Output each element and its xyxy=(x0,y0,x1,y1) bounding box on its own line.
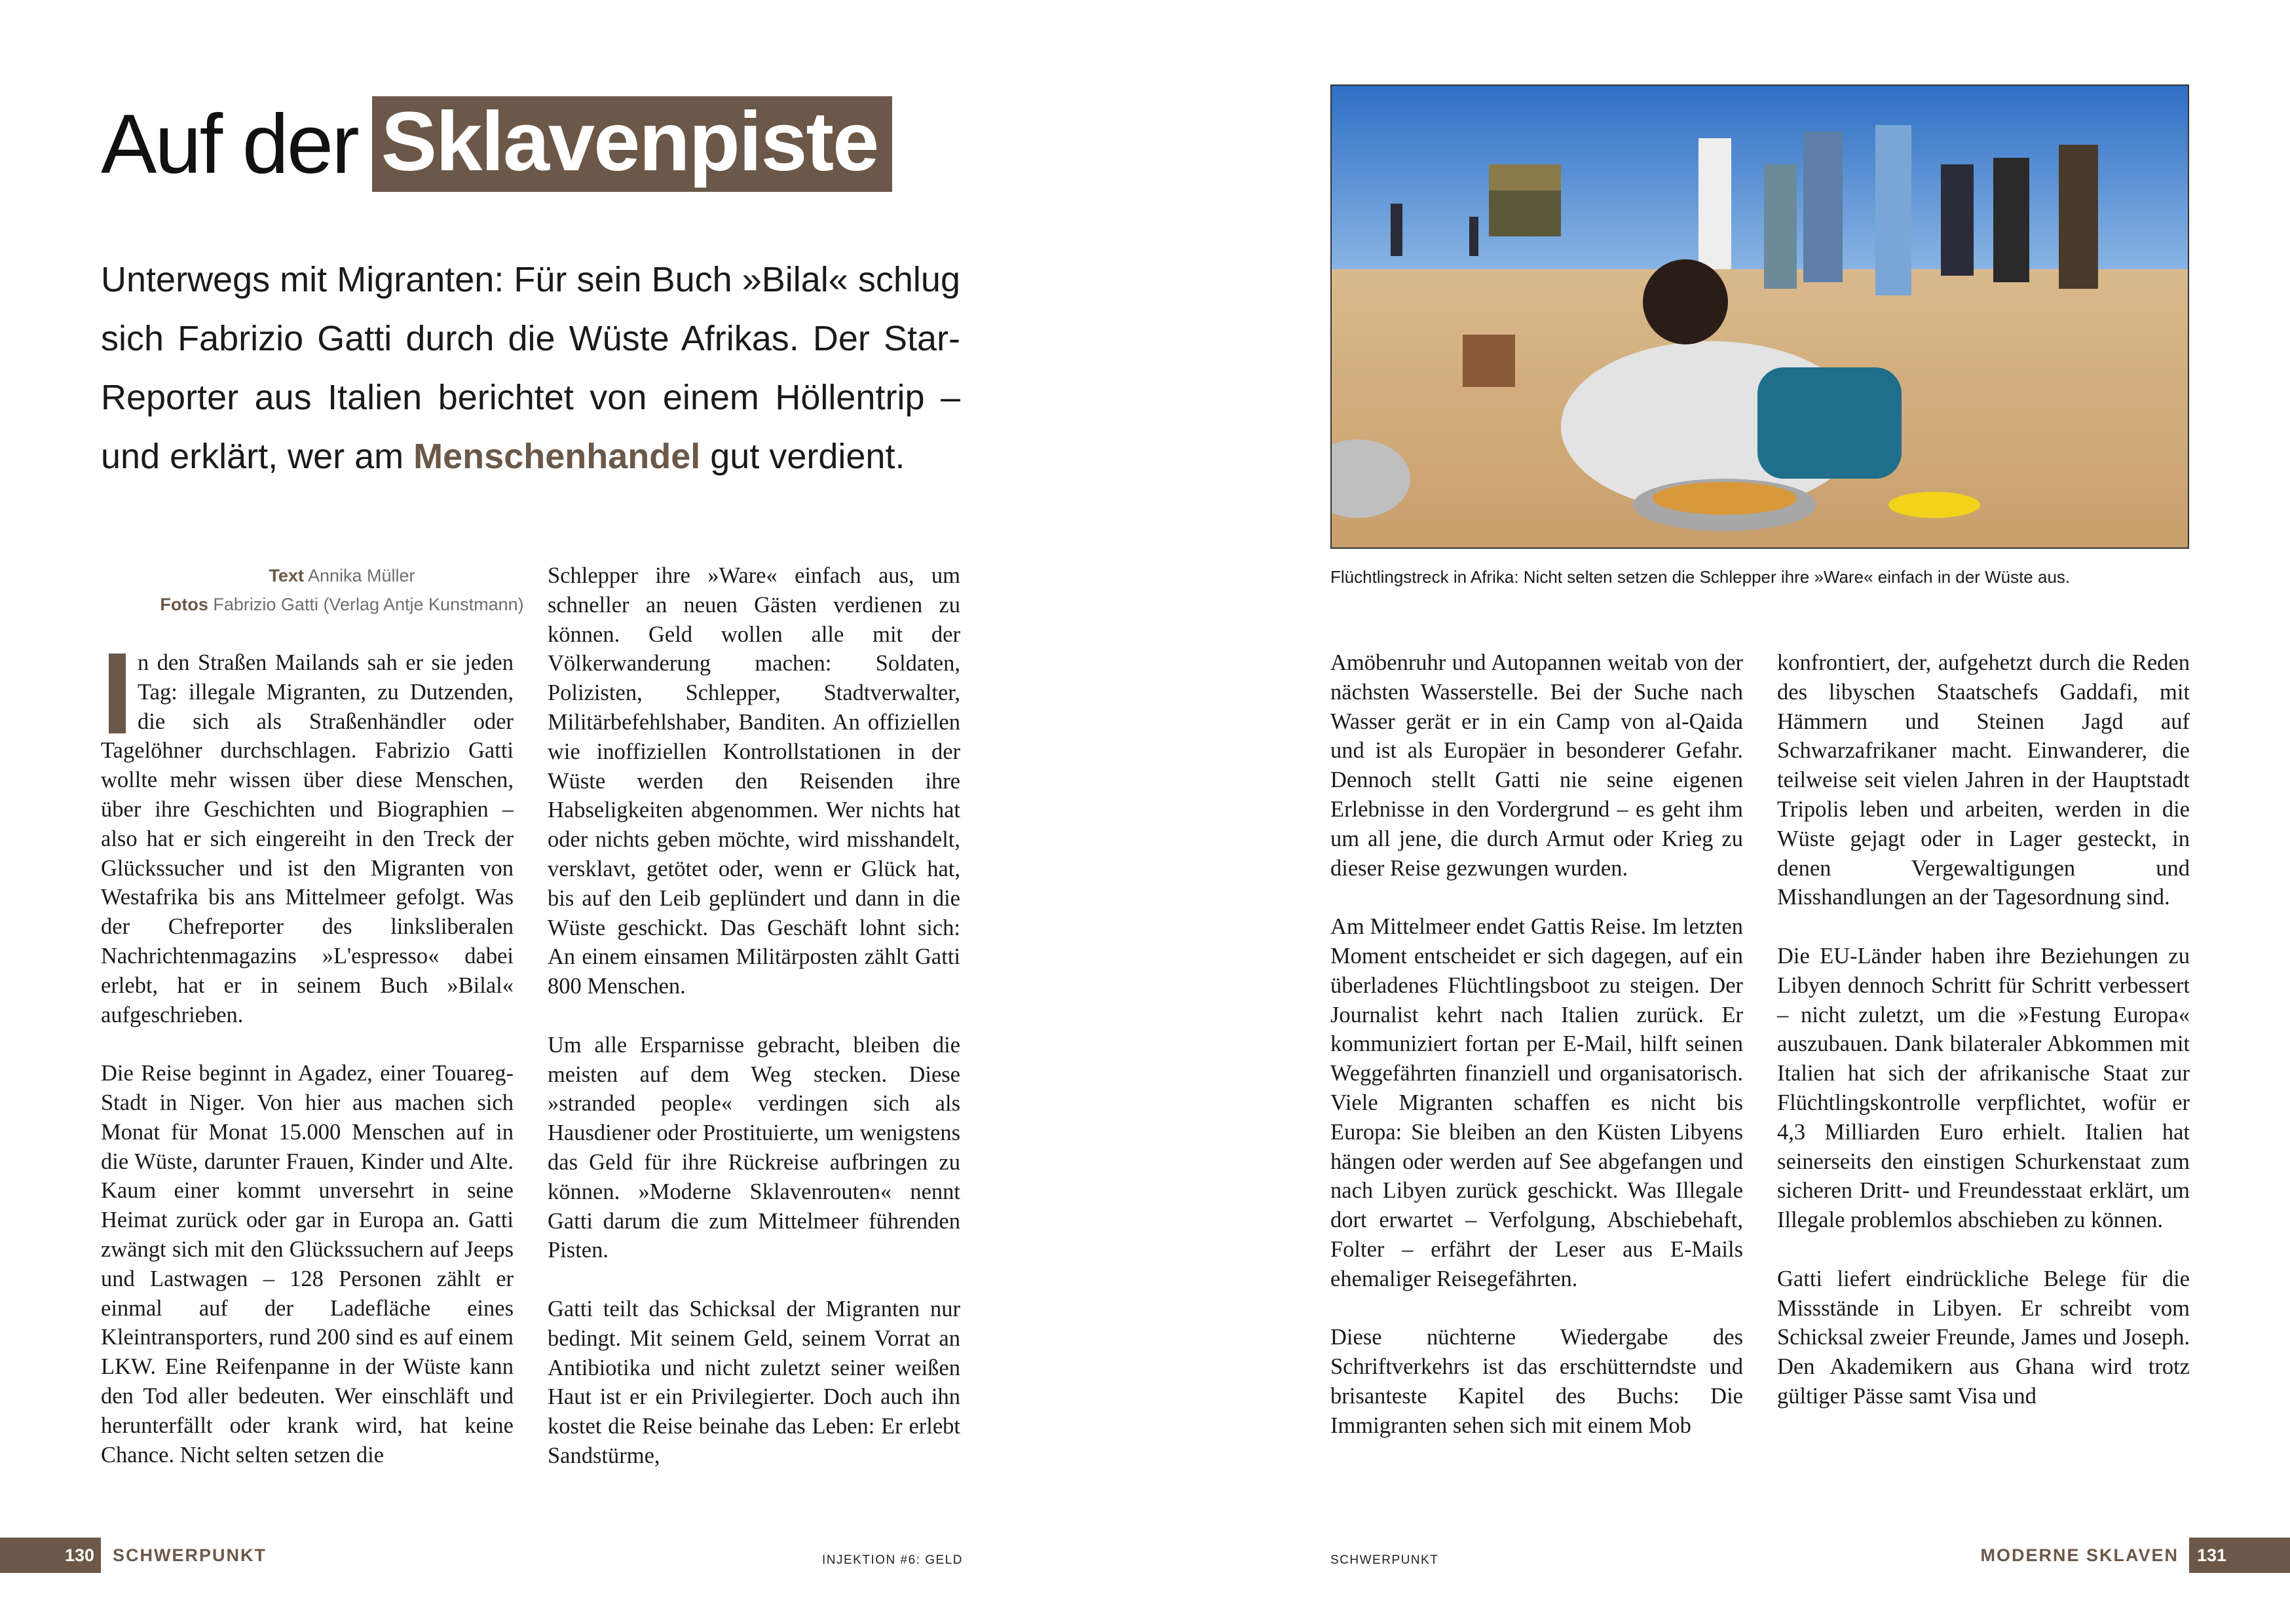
paragraph xyxy=(101,648,514,1029)
page-number-left: 130 xyxy=(0,1538,101,1573)
subtitle-line: sich Fabrizio Gatti durch die Wüste Afrikas. Der Star- xyxy=(101,319,960,358)
paragraph: Amöbenruhr und Autopannen weitab von der nächsten Wasserstelle. Bei der Suche nach Wasser gerät er in ein Camp von al-Qaida und ist als Europäer in besonderer Gefahr. Dennoch stellt Gatti nie seine eigenen Erlebnisse in den Vordergrund – es geht ihm um all jene, die durch Armut oder Krieg zu dieser Reise gezwungen wurden. xyxy=(1330,650,1743,881)
headline-plain: Auf der xyxy=(101,97,358,191)
subtitle xyxy=(101,250,960,486)
credit-label: Fotos xyxy=(160,595,208,614)
paragraph: Die Reise beginnt in Agadez, einer Touareg-Stadt in Niger. Von hier aus machen sich Monat für Monat 15.000 Menschen auf in die Wüste, darunter Frauen, Kinder und Alte. Kaum einer kommt unversehrt in seine Heimat zurück oder gar in Europa an. Gatti zwängt sich mit den Glückssuchern auf Jeeps und Lastwagen – 128 Personen zählt er einmal auf der Ladefläche eines Kleintransporters, rund 200 sind es auf einem LKW. Eine Reifenpanne in der Wüste kann den Tod aller bedeuten. Wer einschläft und herunterfällt oder krank wird, hat keine Chance. Nicht selten setzen die xyxy=(101,1061,514,1467)
credit-text xyxy=(101,566,583,586)
paragraph: Gatti liefert eindrückliche Belege für die Missstände in Libyen. Er schreibt vom Schicksal zweier Freunde, James und Joseph. Den Akademikern aus Ghana wird trotz gültiger Pässe samt Visa und xyxy=(1777,1266,2190,1409)
paragraph: konfrontiert, der, aufgehetzt durch die Reden des libyschen Staatschefs Gaddafi, mit Hämmern und Steinen Jagd auf Schwarzafrikaner macht. Einwanderer, die teilweise seit vielen Jahren in der Hauptstadt Tripolis leben und arbeiten, werden in die Wüste gejagt oder in Lager gesteckt, in denen Vergewaltigungen und Misshandlungen an der Tagesordnung sind. xyxy=(1777,650,2190,910)
article-column-1 xyxy=(101,648,514,1499)
credit-author: Annika Müller xyxy=(307,566,415,585)
article-column-3 xyxy=(1330,648,1743,1469)
credit-label: Text xyxy=(269,566,304,585)
subtitle-line: Unterwegs mit Migranten: Für sein Buch »Bilal« schlug xyxy=(101,260,960,299)
paragraph: Am Mittelmeer endet Gattis Reise. Im letzten Moment entscheidet er sich dagegen, auf ein überladenes Flüchtlingsboot zu steigen. Der Journalist kehrt nach Italien zurück. Er kommuniziert fortan per E-Mail, hilft seinen Weggefährten finanziell und organisatorisch. Viele Migranten schaffen es nicht bis Europa: Sie bleiben an den Küsten Libyens hängen oder werden auf See abgefangen und nach Libyen zurück geschickt. Was Illegale dort erwartet – Verfolgung, Abschiebehaft, Folter – erfährt der Leser aus E-Mails ehemaliger Reisegefährten. xyxy=(1330,914,1743,1291)
paragraph: Um alle Ersparnisse gebracht, bleiben die meisten auf dem Weg stecken. Diese »stranded people« verdingen sich als Hausdiener oder Prostituierte, um wenigstens das Geld für ihre Rückreise aufbringen zu können. »Moderne Sklavenrouten« nennt Gatti darum die zum Mittelmeer führenden Pisten. xyxy=(548,1032,960,1263)
paragraph: Die EU-Länder haben ihre Beziehungen zu Libyen dennoch Schritt für Schritt verbessert – nicht zuletzt, um die »Festung Europa« auszubauen. Dank bilateraler Abkommen mit Italien hat sich der afrikanische Staat zur Flüchtlingskontrolle verpflichtet, wofür er 4,3 Milliarden Euro erhielt. Italien hat seinerseits den einstigen Schurkenstaat zum sicheren Dritt- und Freundesstaat erklärt, um Illegale problemlos abschieben zu können. xyxy=(1777,943,2190,1233)
credit-photographer: Fabrizio Gatti (Verlag Antje Kunstmann) xyxy=(213,595,524,614)
subtitle-line: Reporter aus Italien berichtet von einem Höllentrip – xyxy=(101,378,960,417)
headline-highlight: Sklavenpiste xyxy=(372,96,893,192)
footer-section-left: SCHWERPUNKT xyxy=(113,1545,267,1565)
credit-photos xyxy=(101,595,583,615)
paragraph: Diese nüchterne Wiedergabe des Schriftverkehrs ist das erschütterndste und brisanteste Kapitel des Buchs: Die Immigranten sehen sich mit einem Mob xyxy=(1330,1325,1743,1438)
headline xyxy=(101,92,892,196)
photo-caption: Flüchtlingstreck in Afrika: Nicht selten setzen die Schlepper ihre »Ware« einfach in der Wüste aus. xyxy=(1330,567,2071,587)
subtitle-line xyxy=(101,427,960,486)
subtitle-emphasis: Menschenhandel xyxy=(413,437,701,476)
footer-section-right: MODERNE SKLAVEN xyxy=(1980,1545,2179,1565)
paragraph: Schlepper ihre »Ware« einfach aus, um schneller an neuen Gästen verdienen zu können. Geld wollen alle mit der Völkerwanderung machen: Soldaten, Polizisten, Schlepper, Stadtverwalter, Militärbefehlshaber, Banditen. An offiziellen wie inoffiziellen Kontrollstationen in der Wüste werden den Reisenden ihre Habseligkeiten abgenommen. Wer nichts hat oder nichts geben möchte, wird misshandelt, versklavt, getötet oder, wenn er Glück hat, bis auf den Leib geplündert und dann in die Wüste geschickt. Das Geschäft lohnt sich: An einem einsamen Militärposten zählt Gatti 800 Menschen. xyxy=(548,563,960,999)
subtitle-text: und erklärt, wer am xyxy=(101,437,414,476)
drop-cap: I xyxy=(109,654,126,733)
article-photo xyxy=(1330,84,2189,549)
paragraph-text: n den Straßen Mailands sah er sie jeden Tag: illegale Migranten, zu Dutzenden, die sich als Straßenhändler oder Tagelöhner durchschlagen. Fabrizio Gatti wollte mehr wissen über diese Menschen, über ihre Geschichten und Biographien – also hat er sich eingereiht in den Treck der Glückssucher und ist den Migranten von Westafrika bis ans Mittelmeer gefolgt. Was der Chefreporter des linksliberalen Nachrichtenmagazins »L'espresso« dabei erlebt, hat er in seinem Buch »Bilal« aufgeschrieben. xyxy=(101,650,514,1027)
footer-section-right-small: SCHWERPUNKT xyxy=(1330,1553,1439,1567)
article-column-2 xyxy=(548,561,960,1500)
article-column-4 xyxy=(1777,648,2190,1441)
footer-issue: INJEKTION #6: GELD xyxy=(822,1553,963,1567)
subtitle-text: gut verdient. xyxy=(700,437,905,476)
page-number-right: 131 xyxy=(2189,1538,2290,1573)
paragraph: Gatti teilt das Schicksal der Migranten nur bedingt. Mit seinem Geld, seinem Vorrat an Antibiotika und nicht zuletzt seiner weißen Haut ist er ein Privilegierter. Doch auch ihn kostet die Reise beinahe das Leben: Er erlebt Sandstürme, xyxy=(548,1296,960,1468)
